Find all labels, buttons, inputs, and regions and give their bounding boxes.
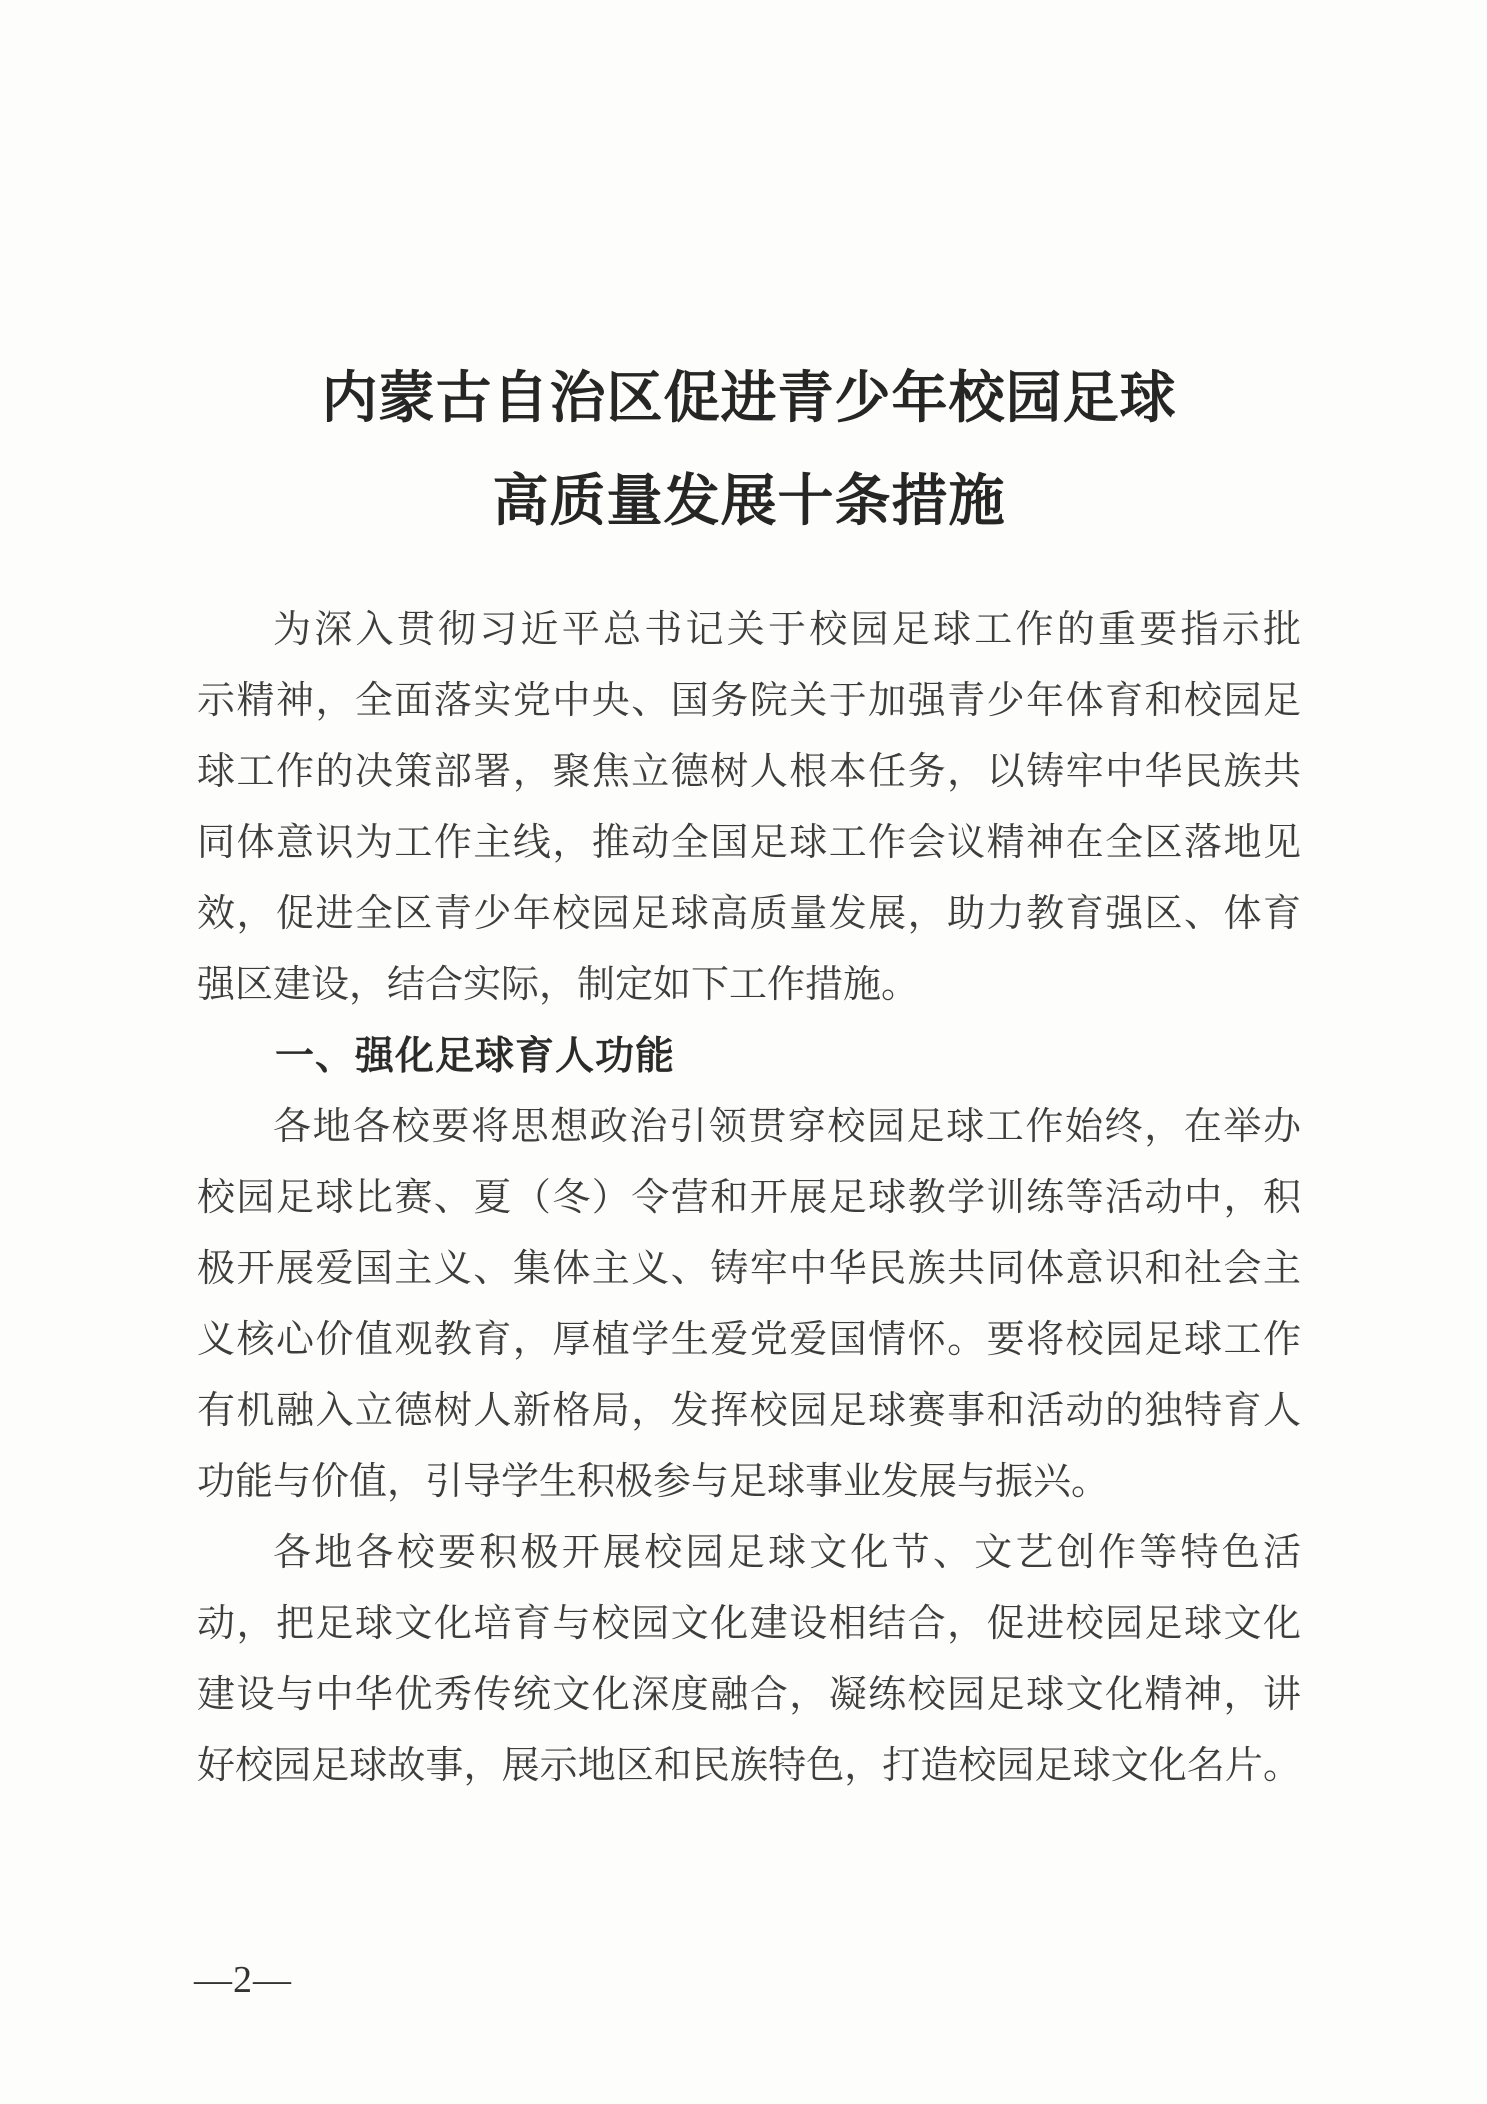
body-line: 功能与价值，引导学生积极参与足球事业发展与振兴。 (197, 1461, 1110, 1503)
body-line: 好校园足球故事，展示地区和民族特色，打造校园足球文化名片。 (197, 1745, 1301, 1787)
body-line: 极开展爱国主义、集体主义、铸牢中华民族共同体意识和社会主 (197, 1248, 1301, 1290)
body-line: 建设与中华优秀传统文化深度融合，凝练校园足球文化精神，讲 (197, 1674, 1301, 1716)
body-line: 校园足球比赛、夏（冬）令营和开展足球教学训练等活动中，积 (197, 1177, 1301, 1219)
body-line: 义核心价值观教育，厚植学生爱党爱国情怀。要将校园足球工作 (197, 1319, 1301, 1361)
body-line: 示精神，全面落实党中央、国务院关于加强青少年体育和校园足 (197, 680, 1301, 722)
body-line: 效，促进全区青少年校园足球高质量发展，助力教育强区、体育 (197, 893, 1301, 935)
body-line: 为深入贯彻习近平总书记关于校园足球工作的重要指示批 (273, 609, 1301, 651)
section-heading: 一、强化足球育人功能 (275, 1035, 676, 1078)
body-line: 各地各校要积极开展校园足球文化节、文艺创作等特色活 (273, 1532, 1301, 1574)
document-title-line-2: 高质量发展十条措施 (492, 471, 1006, 533)
body-line: 强区建设，结合实际，制定如下工作措施。 (197, 964, 920, 1006)
body-line: 动，把足球文化培育与校园文化建设相结合，促进校园足球文化 (197, 1603, 1301, 1645)
body-line: 有机融入立德树人新格局，发挥校园足球赛事和活动的独特育人 (197, 1390, 1301, 1432)
body-line: 各地各校要将思想政治引领贯穿校园足球工作始终，在举办 (273, 1106, 1301, 1148)
document-title-line-1: 内蒙古自治区促进青少年校园足球 (321, 368, 1177, 430)
body-line: 同体意识为工作主线，推动全国足球工作会议精神在全区落地见 (197, 822, 1301, 864)
body-line: 球工作的决策部署，聚焦立德树人根本任务，以铸牢中华民族共 (197, 751, 1301, 793)
page-number: —2— (194, 1959, 292, 2001)
document-title (197, 348, 1301, 554)
document-body (197, 595, 1301, 1802)
